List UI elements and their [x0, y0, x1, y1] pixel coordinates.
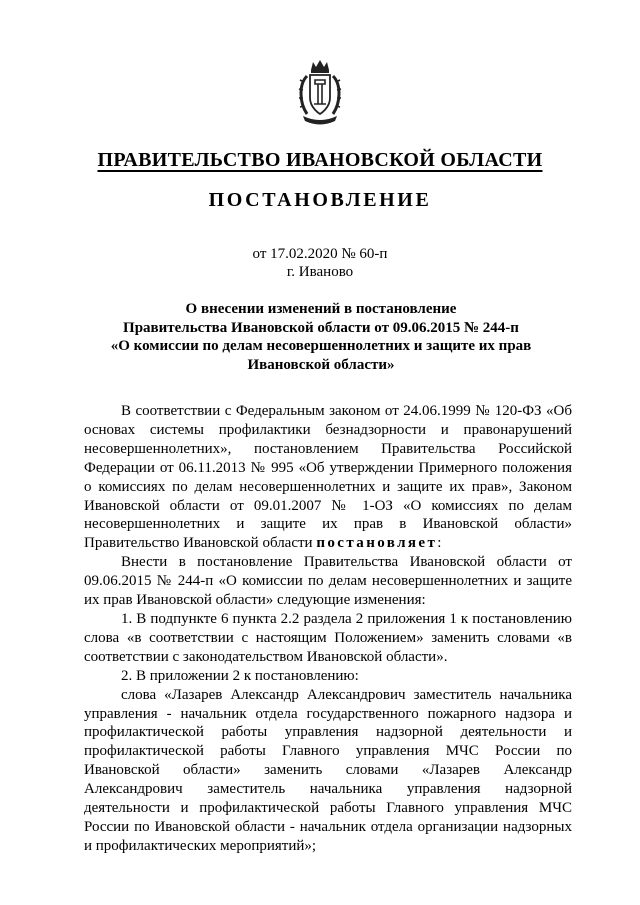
decree-punctuation: :	[437, 535, 442, 552]
subject-line-2: Правительства Ивановской области от 09.06.2015 № 244-п	[123, 319, 519, 336]
intro-paragraph: Внести в постановление Правительства Ивановской области от 09.06.2015 № 244-п «О комиссии по делам несовершеннолетних и защите их прав Ивановской области» следующие изменения:	[84, 554, 572, 609]
subject-line-4: Ивановской области»	[247, 356, 395, 373]
document-subject	[88, 300, 554, 374]
city-line: г. Иваново	[286, 264, 354, 280]
decree-word: постановляет	[316, 535, 438, 552]
item-2-paragraph: 2. В приложении 2 к постановлению:	[121, 667, 359, 684]
document-body	[84, 402, 572, 856]
preamble-text: В соответствии с Федеральным законом от 24.06.1999 № 120-ФЗ «Об основах системы профилактики безнадзорности и правонарушений несовершеннолетних», постановлением Правительства Российской Федерации от 06.11.2013 № 995 «Об утверждении Примерного положения о комиссиях по делам несовершеннолетних и защите их прав», Законом Ивановской области от 09.01.2007 № 1-ОЗ «О комиссиях по делам несовершеннолетних и защите их прав в Ивановской области» Правительство Ивановской области	[84, 403, 572, 552]
item-1-paragraph: 1. В подпункте 6 пункта 2.2 раздела 2 приложения 1 к постановлению слова «в соответствии с настоящим Положением» заменить словами «в соответствии с законодательством Ивановской области».	[84, 610, 572, 665]
subject-line-1: О внесении изменений в постановление	[185, 301, 457, 317]
document-type-heading: ПОСТАНОВЛЕНИЕ	[208, 189, 432, 211]
date-number-line: от 17.02.2020 № 60-п	[252, 246, 388, 262]
item-2-text-paragraph: слова «Лазарев Александр Александрович заместитель начальника управления - начальник отдела государственного пожарного надзора и профилактической работы управления надзорной деятельности и профилактической работы Главного управления МЧС России по Ивановской области» заменить словами «Лазарев Александр Александрович заместитель начальника управления надзорной деятельности и профилактической работы Главного управления МЧС России по Ивановской области - начальник отдела организации надзорных и профилактических мероприятий»;	[84, 686, 572, 854]
preamble-paragraph	[84, 402, 572, 553]
coat-of-arms-emblem-icon	[297, 58, 343, 128]
subject-line-3: «О комиссии по делам несовершеннолетних и защите их прав	[110, 338, 532, 354]
government-title: ПРАВИТЕЛЬСТВО ИВАНОВСКОЙ ОБЛАСТИ	[97, 149, 543, 171]
